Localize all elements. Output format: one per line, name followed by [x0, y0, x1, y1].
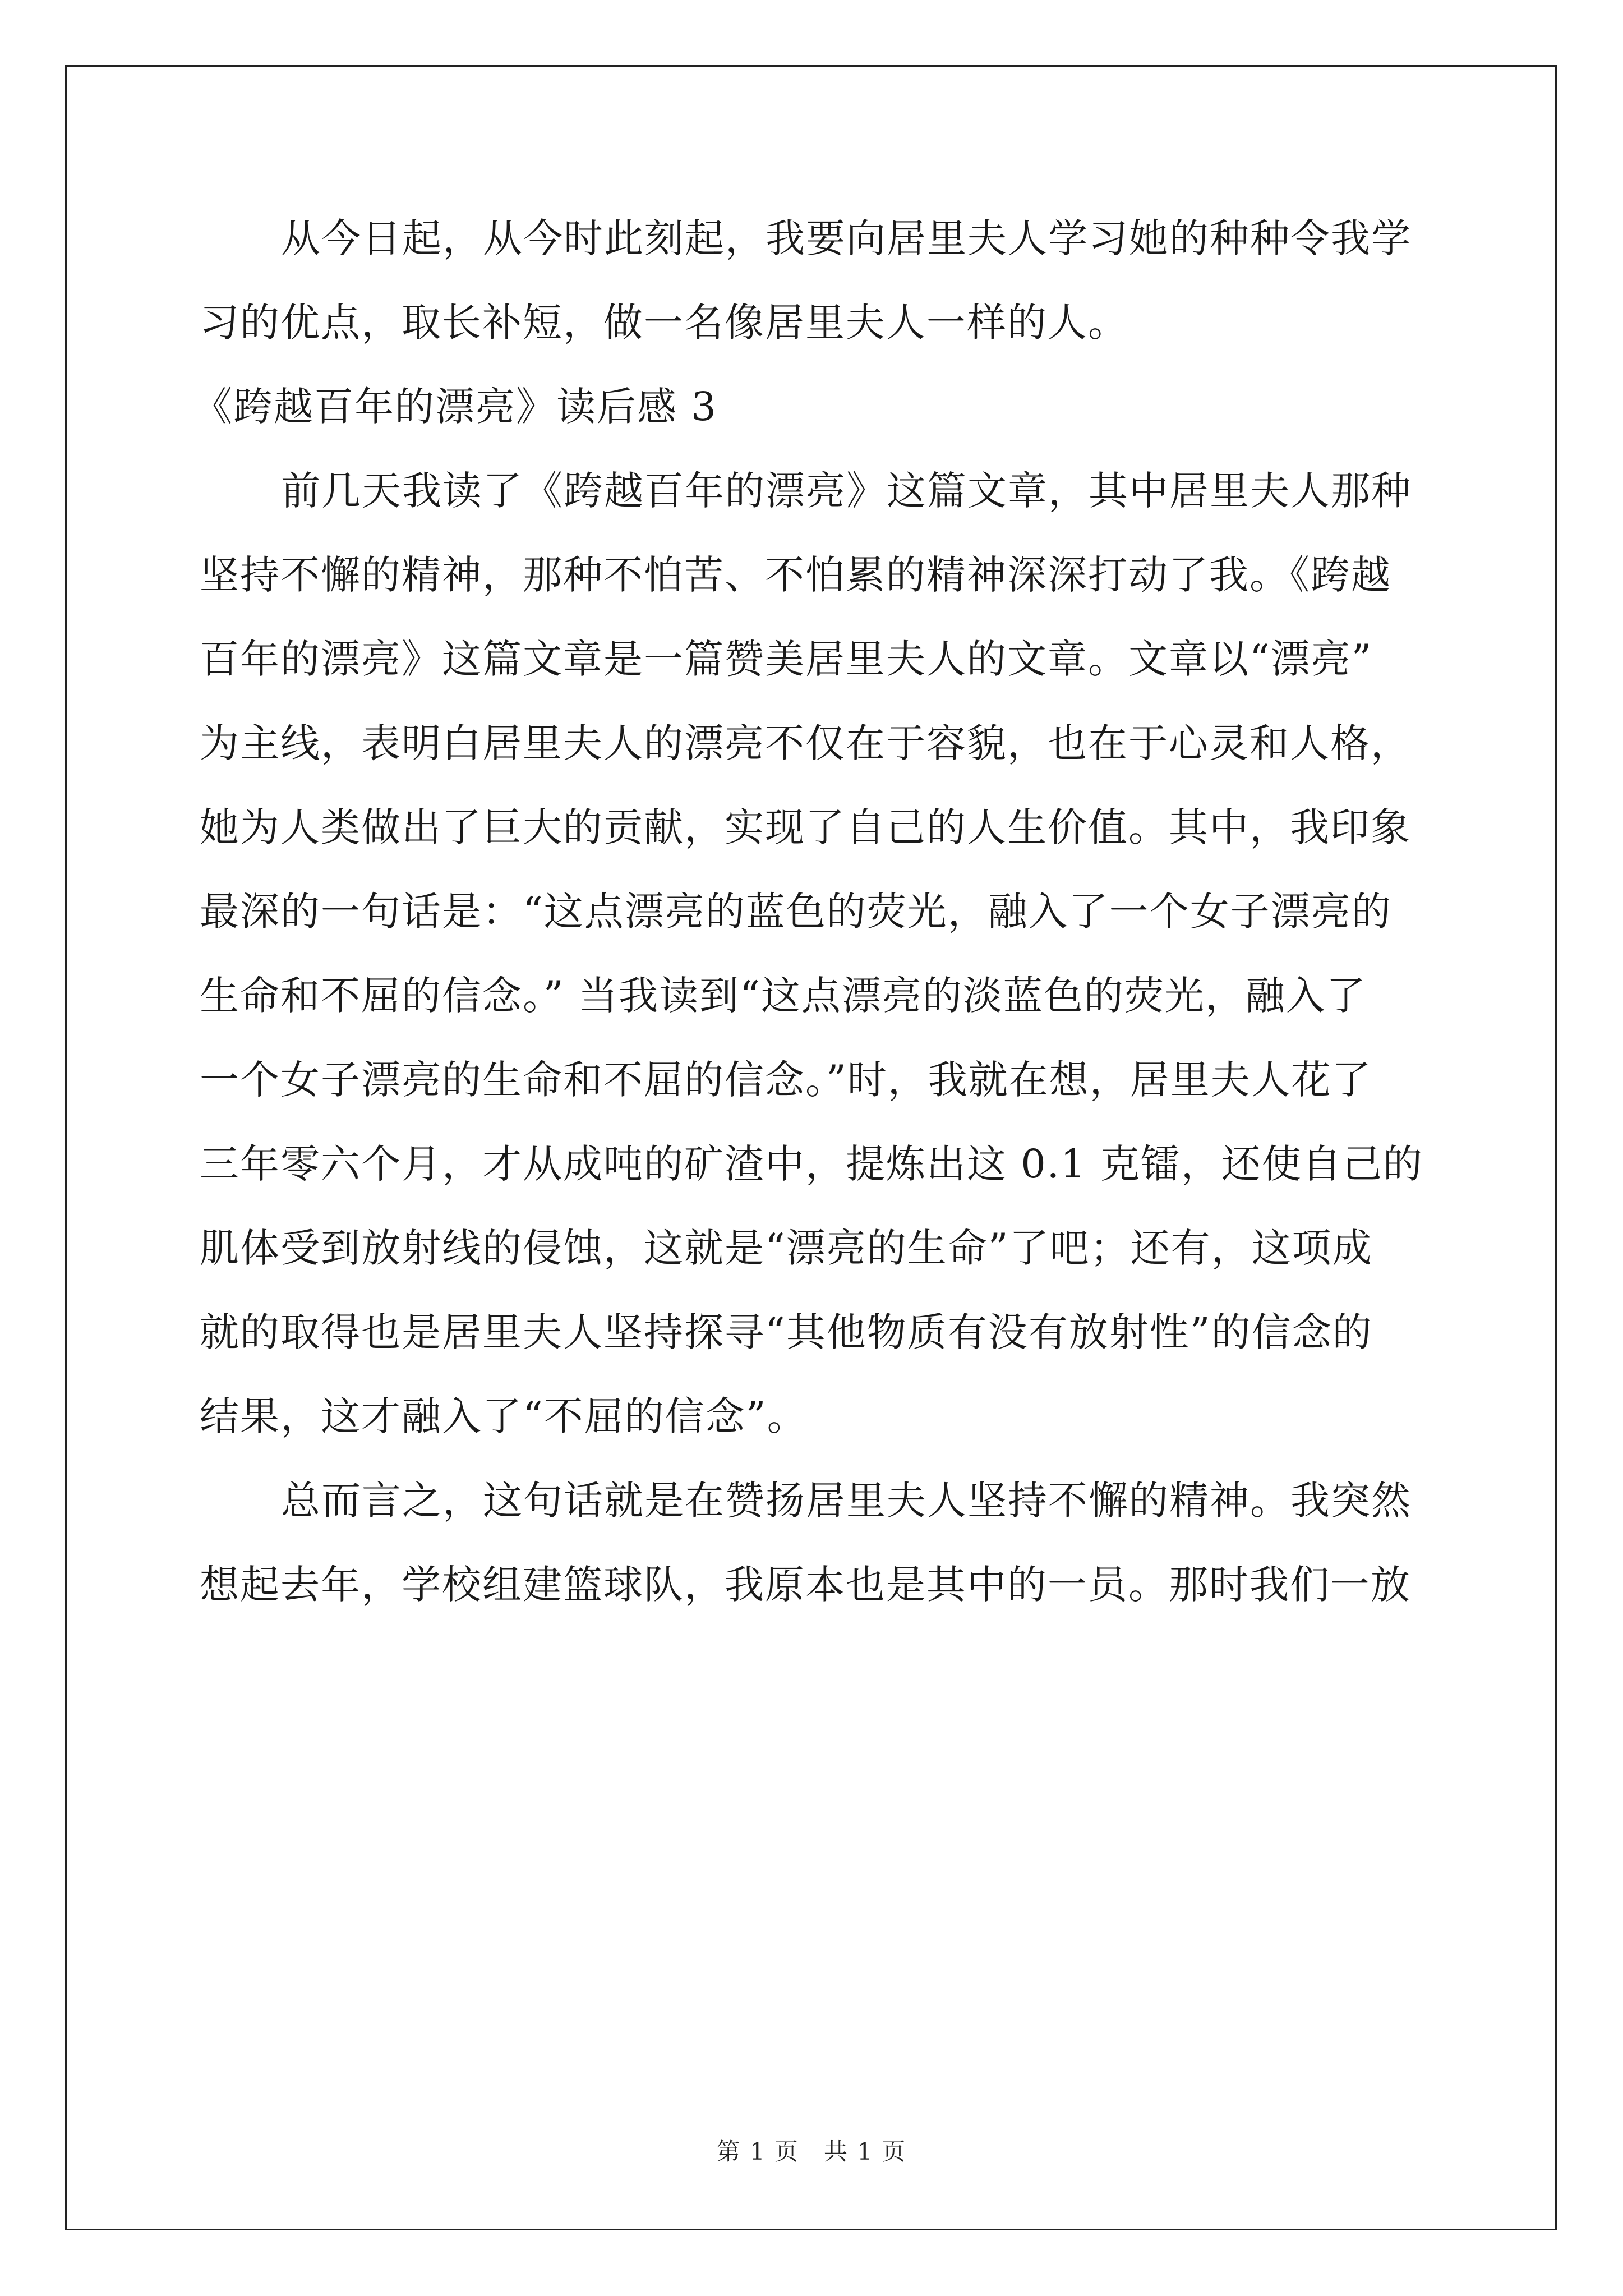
paragraph-2-line-10: 肌体受到放射线的侵蚀，这就是“漂亮的生命”了吧；还有，这项成 [200, 1225, 1373, 1271]
paragraph-3-line-2: 想起去年，学校组建篮球队，我原本也是其中的一员。那时我们一放 [200, 1562, 1411, 1608]
paragraph-2-line-7: 生命和不屈的信念。” 当我读到“这点漂亮的淡蓝色的荧光，融入了 [200, 973, 1367, 1019]
paragraph-2-line-2: 坚持不懈的精神，那种不怕苦、不怕累的精神深深打动了我。《跨越 [200, 552, 1391, 598]
paragraph-2-line-12: 结果，这才融入了“不屈的信念”。 [200, 1393, 808, 1439]
paragraph-2-line-11: 就的取得也是居里夫人坚持探寻“其他物质有没有放射性”的信念的 [200, 1309, 1373, 1355]
paragraph-2-line-9: 三年零六个月，才从成吨的矿渣中，提炼出这 0.1 克镭，还使自己的 [200, 1141, 1423, 1187]
paragraph-2-line-3: 百年的漂亮》这篇文章是一篇赞美居里夫人的文章。文章以“漂亮” [200, 636, 1373, 682]
paragraph-3-line-1: 总而言之，这句话就是在赞扬居里夫人坚持不懈的精神。我突然 [281, 1478, 1412, 1524]
paragraph-2-line-4: 为主线，表明白居里夫人的漂亮不仅在于容貌，也在于心灵和人格， [200, 720, 1411, 766]
paragraph-2-line-6: 最深的一句话是：“这点漂亮的蓝色的荧光，融入了一个女子漂亮的 [200, 889, 1392, 935]
paragraph-2-line-1: 前几天我读了《跨越百年的漂亮》这篇文章，其中居里夫人那种 [281, 468, 1412, 514]
page-number-footer: 第 1 页 共 1 页 [716, 2138, 907, 2165]
paragraph-1-line-2: 习的优点，取长补短，做一名像居里夫人一样的人。 [200, 300, 1128, 346]
section-heading: 《跨越百年的漂亮》读后感 3 [193, 384, 717, 430]
paragraph-2-line-8: 一个女子漂亮的生命和不屈的信念。”时，我就在想，居里夫人花了 [200, 1057, 1372, 1103]
paragraph-1-line-1: 从今日起，从今时此刻起，我要向居里夫人学习她的种种令我学 [281, 215, 1412, 261]
paragraph-2-line-5: 她为人类做出了巨大的贡献，实现了自己的人生价值。其中，我印象 [200, 804, 1411, 850]
